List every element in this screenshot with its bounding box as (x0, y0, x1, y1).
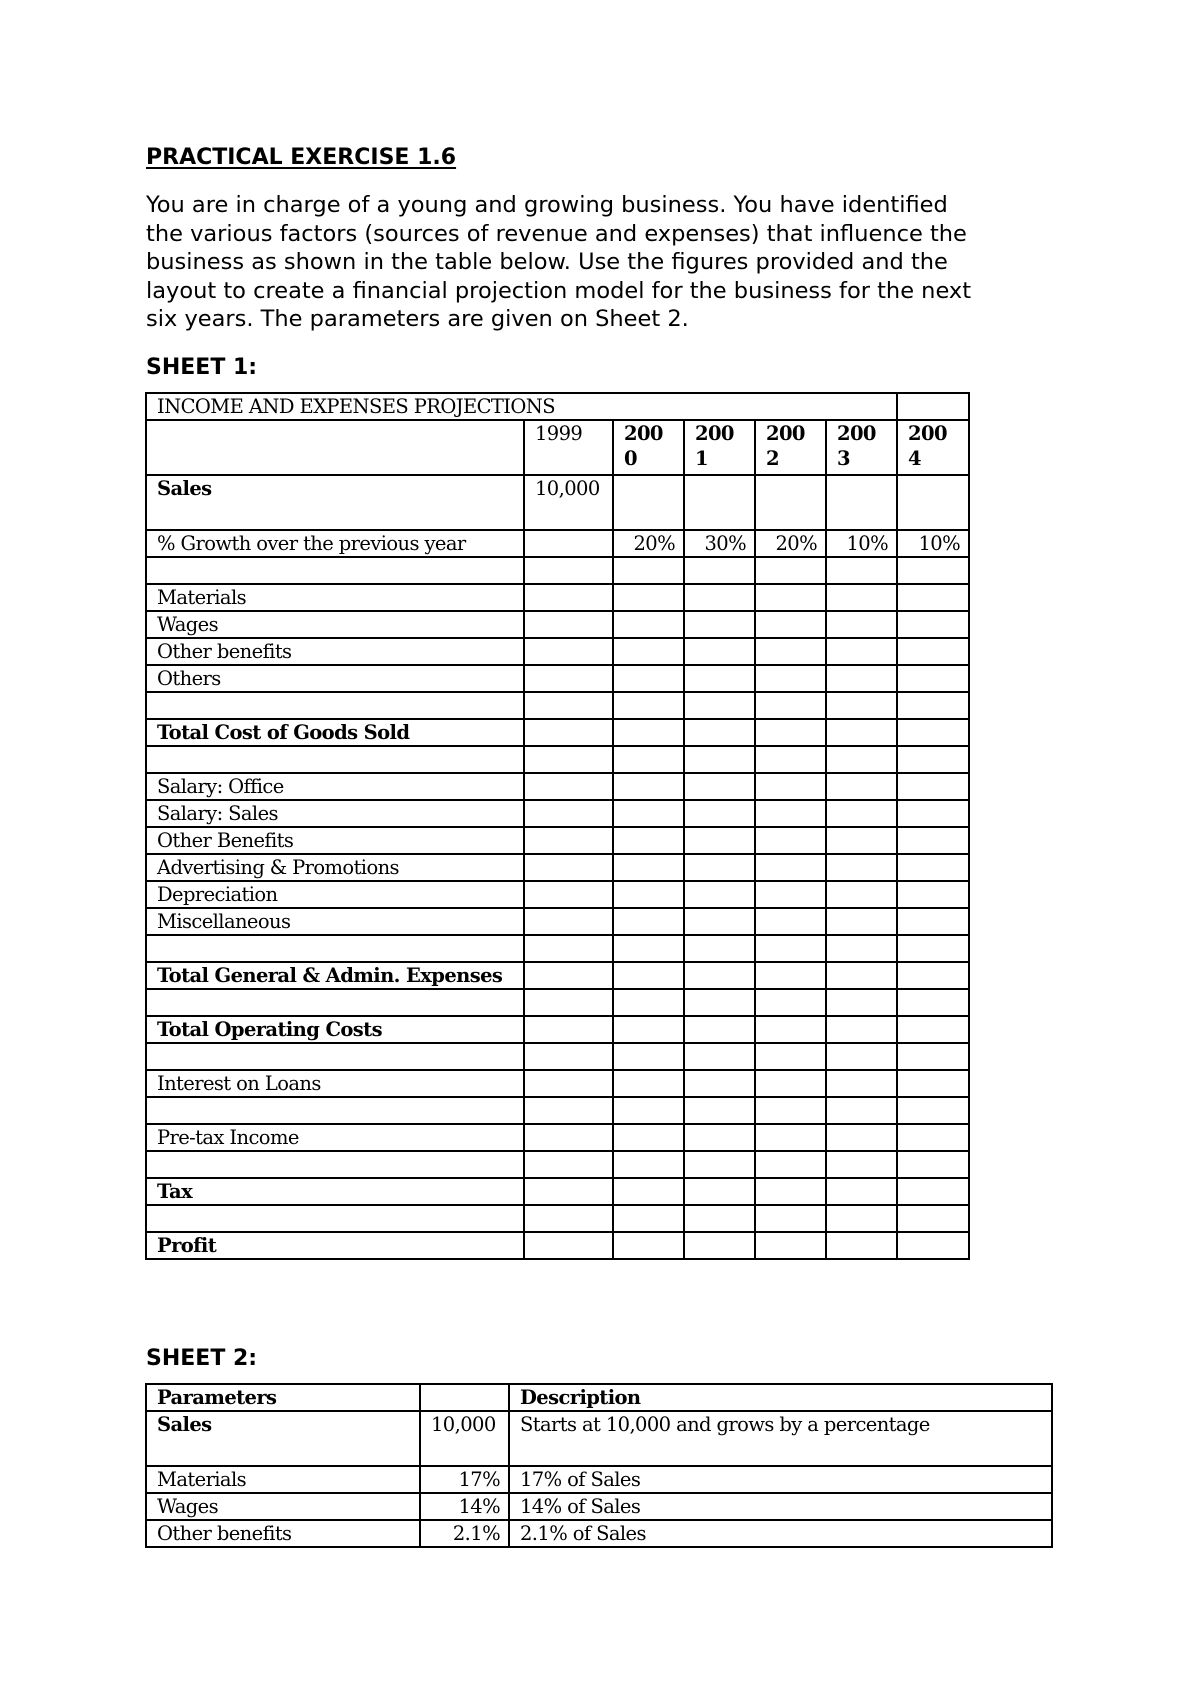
year-line: 1999 (535, 422, 583, 445)
empty-cell (755, 1097, 826, 1124)
table-row (146, 557, 969, 584)
table-row (146, 1070, 969, 1097)
empty-cell (613, 475, 684, 530)
empty-cell (524, 1070, 613, 1097)
empty-cell (826, 1097, 897, 1124)
empty-cell (524, 746, 613, 773)
empty-cell (897, 584, 969, 611)
row-label (146, 692, 524, 719)
row-label: Total Operating Costs (146, 1016, 524, 1043)
row-label (146, 935, 524, 962)
empty-cell (524, 1178, 613, 1205)
row-label: Others (146, 665, 524, 692)
empty-cell (755, 584, 826, 611)
row-label: Total Cost of Goods Sold (146, 719, 524, 746)
empty-cell (613, 1151, 684, 1178)
parameter-row (146, 1411, 1052, 1466)
empty-cell (826, 692, 897, 719)
empty-cell (755, 1070, 826, 1097)
empty-cell (524, 584, 613, 611)
table-row (146, 1232, 969, 1259)
empty-cell (755, 773, 826, 800)
empty-cell (897, 393, 969, 420)
empty-cell (897, 1124, 969, 1151)
empty-cell (897, 935, 969, 962)
empty-cell (897, 854, 969, 881)
empty-cell (897, 962, 969, 989)
empty-cell (755, 854, 826, 881)
empty-cell (897, 746, 969, 773)
empty-cell (755, 800, 826, 827)
empty-cell (755, 827, 826, 854)
parameter-value: 2.1% (420, 1520, 509, 1547)
empty-cell (684, 935, 755, 962)
row-label: Total General & Admin. Expenses (146, 962, 524, 989)
row-label: Sales (146, 475, 524, 530)
year-line: 200 (908, 422, 947, 445)
year-line: 200 (766, 422, 805, 445)
empty-cell (826, 475, 897, 530)
empty-cell (613, 1232, 684, 1259)
empty-cell (613, 800, 684, 827)
sales-row (146, 475, 969, 530)
empty-cell (826, 1232, 897, 1259)
empty-cell (613, 557, 684, 584)
row-label (146, 746, 524, 773)
empty-cell (897, 557, 969, 584)
empty-cell (524, 692, 613, 719)
parameter-value: 14% (420, 1493, 509, 1520)
intro-line: business as shown in the table below. Use the figures provided and the (146, 249, 948, 275)
empty-cell (524, 827, 613, 854)
empty-cell (613, 719, 684, 746)
empty-cell (826, 638, 897, 665)
empty-cell (684, 611, 755, 638)
year-header (613, 420, 684, 475)
empty-cell (826, 1178, 897, 1205)
empty-cell (755, 719, 826, 746)
row-label: Wages (146, 611, 524, 638)
empty-cell (755, 1151, 826, 1178)
empty-cell (684, 1124, 755, 1151)
table-row (146, 827, 969, 854)
empty-cell (826, 557, 897, 584)
row-label (146, 1043, 524, 1070)
empty-cell (684, 773, 755, 800)
parameter-description: 17% of Sales (509, 1466, 1052, 1493)
empty-cell (826, 584, 897, 611)
empty-cell (897, 989, 969, 1016)
table-row (146, 719, 969, 746)
year-line: 2 (766, 447, 779, 470)
parameter-description: 2.1% of Sales (509, 1520, 1052, 1547)
growth-value: 20% (755, 530, 826, 557)
empty-cell (826, 1070, 897, 1097)
empty-cell (826, 827, 897, 854)
empty-cell (684, 962, 755, 989)
empty-cell (897, 827, 969, 854)
row-label: Tax (146, 1178, 524, 1205)
projections-table (145, 392, 970, 1260)
empty-cell (826, 935, 897, 962)
row-label (146, 1097, 524, 1124)
table-row (146, 665, 969, 692)
empty-cell (613, 638, 684, 665)
empty-cell (826, 800, 897, 827)
table-row (146, 881, 969, 908)
table-row (146, 962, 969, 989)
empty-cell (524, 773, 613, 800)
year-line: 1 (695, 447, 708, 470)
empty-cell (684, 1232, 755, 1259)
empty-cell (613, 1016, 684, 1043)
parameter-row (146, 1466, 1052, 1493)
column-header (420, 1384, 509, 1411)
empty-cell (897, 908, 969, 935)
empty-cell (684, 584, 755, 611)
empty-cell (613, 962, 684, 989)
row-label: % Growth over the previous year (146, 530, 524, 557)
empty-cell (826, 1205, 897, 1232)
intro-line: layout to create a financial projection model for the business for the next (146, 277, 972, 304)
empty-cell (524, 1124, 613, 1151)
row-label: Interest on Loans (146, 1070, 524, 1097)
row-label: Depreciation (146, 881, 524, 908)
exercise-title: PRACTICAL EXERCISE 1.6 (146, 145, 457, 170)
empty-cell (897, 1205, 969, 1232)
row-label: Salary: Sales (146, 800, 524, 827)
empty-cell (826, 1016, 897, 1043)
empty-cell (826, 1151, 897, 1178)
year-header (755, 420, 826, 475)
empty-cell (684, 800, 755, 827)
empty-cell (524, 908, 613, 935)
row-label (146, 1151, 524, 1178)
table-row (146, 692, 969, 719)
empty-cell (613, 584, 684, 611)
empty-cell (755, 1178, 826, 1205)
empty-cell (524, 989, 613, 1016)
empty-cell (897, 638, 969, 665)
year-header (524, 420, 613, 475)
empty-cell (755, 665, 826, 692)
table-row (146, 584, 969, 611)
sheet2-heading: SHEET 2: (146, 1346, 258, 1371)
empty-cell (684, 827, 755, 854)
empty-cell (897, 1016, 969, 1043)
parameters-header-row (146, 1384, 1052, 1411)
empty-cell (613, 908, 684, 935)
empty-cell (613, 692, 684, 719)
table-row (146, 746, 969, 773)
empty-cell (897, 611, 969, 638)
table-row (146, 1178, 969, 1205)
empty-cell (897, 1097, 969, 1124)
empty-cell (684, 1205, 755, 1232)
empty-cell (146, 420, 524, 475)
row-label: Other Benefits (146, 827, 524, 854)
empty-cell (826, 773, 897, 800)
empty-cell (684, 989, 755, 1016)
parameter-label: Materials (146, 1466, 420, 1493)
empty-cell (755, 1016, 826, 1043)
empty-cell (897, 1232, 969, 1259)
year-line: 0 (624, 447, 637, 470)
empty-cell (684, 719, 755, 746)
empty-cell (684, 1097, 755, 1124)
table-row (146, 854, 969, 881)
row-label: Materials (146, 584, 524, 611)
empty-cell (755, 557, 826, 584)
year-header (684, 420, 755, 475)
empty-cell (755, 908, 826, 935)
empty-cell (613, 1097, 684, 1124)
empty-cell (755, 962, 826, 989)
intro-paragraph (146, 191, 1066, 334)
empty-cell (524, 665, 613, 692)
row-label (146, 557, 524, 584)
row-label: Advertising & Promotions (146, 854, 524, 881)
parameter-label: Sales (146, 1411, 420, 1466)
empty-cell (755, 746, 826, 773)
empty-cell (755, 692, 826, 719)
empty-cell (613, 746, 684, 773)
empty-cell (755, 475, 826, 530)
empty-cell (684, 1178, 755, 1205)
empty-cell (524, 935, 613, 962)
table-row (146, 1205, 969, 1232)
parameter-row (146, 1520, 1052, 1547)
empty-cell (524, 1043, 613, 1070)
empty-cell (524, 719, 613, 746)
column-header: Parameters (146, 1384, 420, 1411)
table-row (146, 800, 969, 827)
year-line: 200 (624, 422, 663, 445)
parameter-description: 14% of Sales (509, 1493, 1052, 1520)
year-line: 3 (837, 447, 850, 470)
empty-cell (613, 854, 684, 881)
growth-row (146, 530, 969, 557)
row-label: Miscellaneous (146, 908, 524, 935)
table-row (146, 908, 969, 935)
empty-cell (826, 611, 897, 638)
table-row (146, 638, 969, 665)
row-label (146, 989, 524, 1016)
growth-value: 20% (613, 530, 684, 557)
empty-cell (524, 962, 613, 989)
parameter-label: Other benefits (146, 1520, 420, 1547)
parameters-table (145, 1383, 1053, 1548)
parameter-description: Starts at 10,000 and grows by a percentage (509, 1411, 1052, 1466)
empty-cell (524, 530, 613, 557)
empty-cell (755, 989, 826, 1016)
table-row (146, 1124, 969, 1151)
intro-line: the various factors (sources of revenue and expenses) that influence the (146, 220, 967, 247)
empty-cell (684, 638, 755, 665)
empty-cell (684, 1016, 755, 1043)
parameter-value: 17% (420, 1466, 509, 1493)
empty-cell (524, 611, 613, 638)
year-line: 4 (908, 447, 921, 470)
empty-cell (524, 1205, 613, 1232)
empty-cell (826, 719, 897, 746)
empty-cell (897, 475, 969, 530)
empty-cell (826, 989, 897, 1016)
empty-cell (684, 746, 755, 773)
empty-cell (755, 1043, 826, 1070)
empty-cell (684, 692, 755, 719)
empty-cell (524, 1097, 613, 1124)
table-row (146, 1151, 969, 1178)
table-title-cell: INCOME AND EXPENSES PROJECTIONS (146, 393, 897, 420)
sheet1-heading: SHEET 1: (146, 355, 258, 380)
empty-cell (613, 1205, 684, 1232)
empty-cell (684, 557, 755, 584)
empty-cell (684, 1070, 755, 1097)
growth-value: 30% (684, 530, 755, 557)
table-row (146, 773, 969, 800)
growth-value: 10% (897, 530, 969, 557)
empty-cell (897, 773, 969, 800)
empty-cell (684, 854, 755, 881)
empty-cell (613, 665, 684, 692)
row-label: Pre-tax Income (146, 1124, 524, 1151)
empty-cell (755, 1124, 826, 1151)
empty-cell (524, 881, 613, 908)
empty-cell (826, 881, 897, 908)
row-label (146, 1205, 524, 1232)
empty-cell (897, 800, 969, 827)
empty-cell (613, 881, 684, 908)
empty-cell (524, 1232, 613, 1259)
empty-cell (826, 962, 897, 989)
empty-cell (897, 1178, 969, 1205)
empty-cell (755, 881, 826, 908)
intro-line: six years. The parameters are given on Sheet 2. (146, 306, 689, 332)
empty-cell (897, 719, 969, 746)
year-header (897, 420, 969, 475)
empty-cell (524, 1151, 613, 1178)
empty-cell (684, 1151, 755, 1178)
empty-cell (897, 692, 969, 719)
empty-cell (613, 1178, 684, 1205)
table-row (146, 1043, 969, 1070)
empty-cell (613, 935, 684, 962)
empty-cell (897, 665, 969, 692)
empty-cell (826, 908, 897, 935)
empty-cell (755, 638, 826, 665)
table-row (146, 1016, 969, 1043)
parameter-label: Wages (146, 1493, 420, 1520)
row-label: Other benefits (146, 638, 524, 665)
empty-cell (613, 773, 684, 800)
year-line: 200 (695, 422, 734, 445)
empty-cell (684, 1043, 755, 1070)
empty-cell (613, 1070, 684, 1097)
empty-cell (613, 1043, 684, 1070)
empty-cell (826, 746, 897, 773)
empty-cell (826, 1124, 897, 1151)
empty-cell (684, 665, 755, 692)
empty-cell (684, 908, 755, 935)
empty-cell (524, 638, 613, 665)
empty-cell (524, 557, 613, 584)
years-row (146, 420, 969, 475)
row-label: Salary: Office (146, 773, 524, 800)
empty-cell (684, 475, 755, 530)
growth-value: 10% (826, 530, 897, 557)
empty-cell (524, 800, 613, 827)
row-label: Profit (146, 1232, 524, 1259)
empty-cell (897, 1070, 969, 1097)
column-header: Description (509, 1384, 1052, 1411)
empty-cell (897, 1151, 969, 1178)
empty-cell (755, 1205, 826, 1232)
parameter-value: 10,000 (420, 1411, 509, 1466)
year-header (826, 420, 897, 475)
empty-cell (524, 854, 613, 881)
empty-cell (524, 1016, 613, 1043)
empty-cell (613, 1124, 684, 1151)
empty-cell (755, 1232, 826, 1259)
table-row (146, 611, 969, 638)
empty-cell (826, 665, 897, 692)
table-row (146, 1097, 969, 1124)
empty-cell (684, 881, 755, 908)
empty-cell (826, 854, 897, 881)
empty-cell (755, 611, 826, 638)
empty-cell (897, 881, 969, 908)
table-row (146, 935, 969, 962)
sales-1999-value: 10,000 (524, 475, 613, 530)
intro-line: You are in charge of a young and growing business. You have identified (146, 192, 948, 218)
empty-cell (613, 827, 684, 854)
parameter-row (146, 1493, 1052, 1520)
empty-cell (826, 1043, 897, 1070)
table-row (146, 989, 969, 1016)
empty-cell (897, 1043, 969, 1070)
year-line: 200 (837, 422, 876, 445)
empty-cell (755, 935, 826, 962)
empty-cell (613, 989, 684, 1016)
empty-cell (613, 611, 684, 638)
